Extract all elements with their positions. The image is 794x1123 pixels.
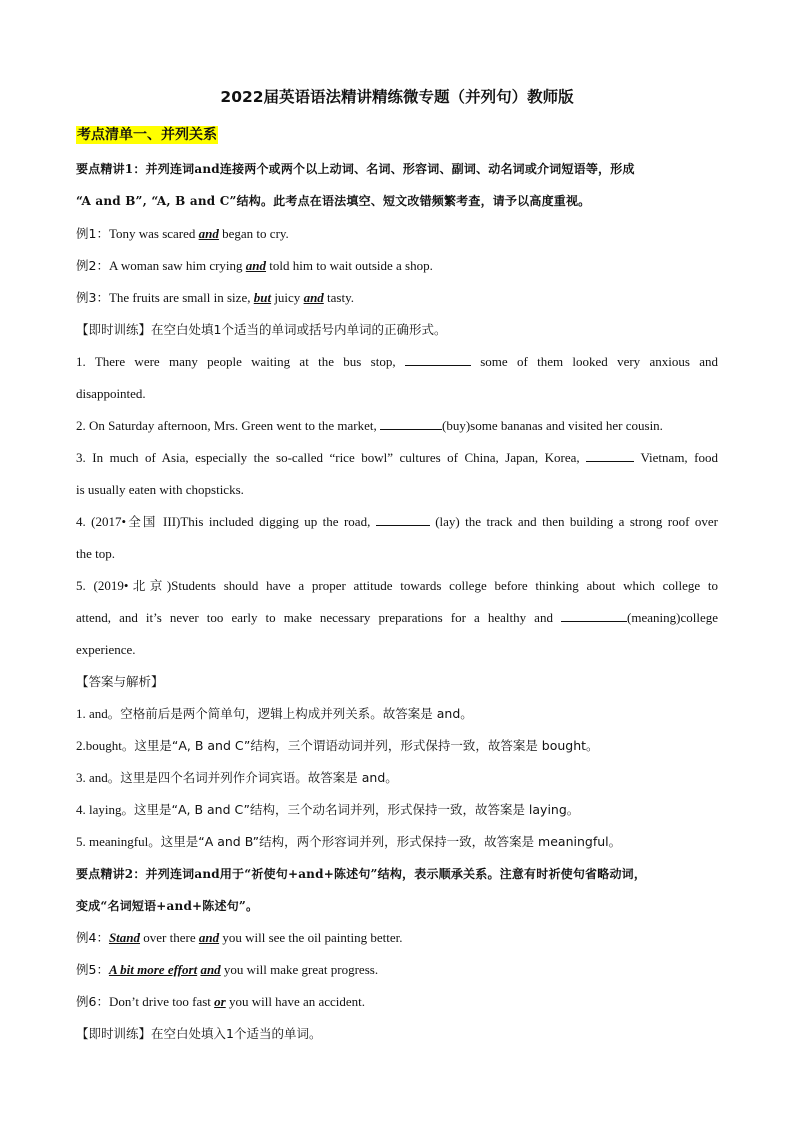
page-title: 2022届英语语法精讲精练微专题（并列句）教师版 (220, 88, 574, 106)
question-text: (meaning)college (627, 610, 718, 625)
question-3-line-2: is usually eaten with chopsticks. (76, 482, 244, 497)
answer-key: 2.bought (76, 738, 122, 753)
question-source: 北京 (128, 578, 167, 593)
answer-explanation: 。这里是“A, B and C”结构，三个谓语动词并列，形式保持一致，故答案是 bought。 (121, 738, 599, 753)
answer-blank[interactable] (380, 417, 442, 430)
example-answer: and (200, 962, 221, 977)
question-text: Vietnam, food (634, 450, 719, 465)
answer-key: 4. laying (76, 802, 122, 817)
question-4-line-1 (76, 513, 718, 531)
answer-5 (76, 833, 718, 851)
example-label: 例6： (76, 994, 109, 1009)
answers-header: 【答案与解析】 (76, 674, 164, 689)
section-heading: 考点清单一、并列关系 (77, 127, 217, 143)
example-text: tasty. (323, 290, 355, 305)
answer-blank[interactable] (376, 513, 430, 526)
answer-blank[interactable] (586, 449, 634, 462)
example-text: juicy (271, 290, 304, 305)
practice-1-header: 【即时训练】在空白处填1个适当的单词或括号内单词的正确形式。 (76, 322, 447, 337)
example-label: 例2： (76, 258, 109, 273)
answer-4 (76, 801, 718, 819)
question-source: 全国 (126, 514, 158, 529)
example-2 (76, 257, 718, 275)
answer-explanation: 。这里是四个名词并列作介词宾语。故答案是 and。 (107, 770, 398, 785)
question-3-line-1 (76, 449, 718, 467)
example-text: began to cry. (218, 226, 289, 241)
question-text: (lay) the track and then building a strong roof over (429, 514, 718, 529)
example-label: 例5： (76, 962, 109, 977)
answer-explanation: 。这里是“A, B and C”结构，三个动名词并列，形式保持一致，故答案是 laying。 (121, 802, 580, 817)
key-point-2-line-1: 要点精讲2：并列连词and用于“祈使句+and+陈述句”结构，表示顺承关系。注意有时祈使句省略动词， (76, 867, 647, 881)
practice-2-header: 【即时训练】在空白处填入1个适当的单词。 (76, 1026, 322, 1041)
answer-blank[interactable] (561, 609, 627, 622)
question-text: III)This included digging up the road, (157, 514, 376, 529)
example-answer: A bit more effort (108, 962, 198, 977)
answer-blank[interactable] (405, 353, 471, 366)
example-text: told him to wait outside a shop. (266, 258, 433, 273)
question-text: )Students should have a proper attitude towards college before thinking about which college to (166, 578, 718, 593)
question-2 (76, 417, 718, 435)
answer-key: 1. and (76, 706, 108, 721)
question-text: 4. (2017• (76, 514, 127, 529)
answer-3 (76, 769, 718, 787)
key-point-2-line-2: 变成“名词短语+and+陈述句”。 (76, 899, 259, 913)
key-point-1-line-2: “A and B”, “A, B and C”结构。此考点在语法填空、短文改错频繁考查，请予以高度重视。 (76, 194, 591, 208)
example-answer: Stand (108, 930, 141, 945)
question-text: 3. In much of Asia, especially the so-called “rice bowl” cultures of China, Japan, Korea, (76, 450, 587, 465)
example-text: A woman saw him crying (108, 258, 246, 273)
question-5-line-2 (76, 609, 718, 627)
question-1-line-2: disappointed. (76, 386, 146, 401)
answer-explanation: 。空格前后是两个简单句，逻辑上构成并列关系。故答案是 and。 (107, 706, 473, 721)
question-text: some of them looked very anxious and (470, 354, 718, 369)
example-1 (76, 225, 718, 243)
question-5-line-3: experience. (76, 642, 136, 657)
example-label: 例1： (76, 226, 109, 241)
answer-key: 3. and (76, 770, 108, 785)
question-text: attend, and it’s never too early to make necessary preparations for a healthy and (76, 610, 562, 625)
example-5 (76, 961, 718, 979)
example-label: 例4： (76, 930, 109, 945)
example-text: you will make great progress. (220, 962, 379, 977)
answer-1 (76, 705, 718, 723)
example-text: The fruits are small in size, (108, 290, 254, 305)
example-text: you will see the oil painting better. (219, 930, 403, 945)
question-4-line-2: the top. (76, 546, 115, 561)
example-answer: and (198, 930, 220, 945)
example-text: you will have an accident. (225, 994, 366, 1009)
question-text: 1. There were many people waiting at the bus stop, (76, 354, 405, 369)
question-text: 5. (2019• (76, 578, 129, 593)
question-5-line-1 (76, 577, 718, 595)
question-text: (buy)some bananas and visited her cousin. (441, 418, 663, 433)
example-label: 例3： (76, 290, 109, 305)
question-text: 2. On Saturday afternoon, Mrs. Green went to the market, (76, 418, 380, 433)
section-heading-wrap (76, 126, 718, 144)
example-text: Tony was scared (108, 226, 199, 241)
answer-2 (76, 737, 718, 755)
example-answer: and (303, 290, 324, 305)
answer-key: 5. meaningful (76, 834, 149, 849)
example-answer: or (214, 994, 226, 1009)
example-3 (76, 289, 718, 307)
example-4 (76, 929, 718, 947)
question-1-line-1 (76, 353, 718, 371)
example-answer: and (198, 226, 219, 241)
example-text: over there (140, 930, 199, 945)
answer-explanation: 。这里是“A and B”结构，两个形容词并列，形式保持一致，故答案是 meaningful。 (148, 834, 622, 849)
key-point-1-line-1: 要点精讲1：并列连词and连接两个或两个以上动词、名词、形容词、副词、动名词或介词短语等，形成 (76, 162, 635, 176)
example-text: Don’t drive too fast (108, 994, 215, 1009)
example-6 (76, 993, 718, 1011)
example-answer: but (253, 290, 272, 305)
example-answer: and (245, 258, 267, 273)
